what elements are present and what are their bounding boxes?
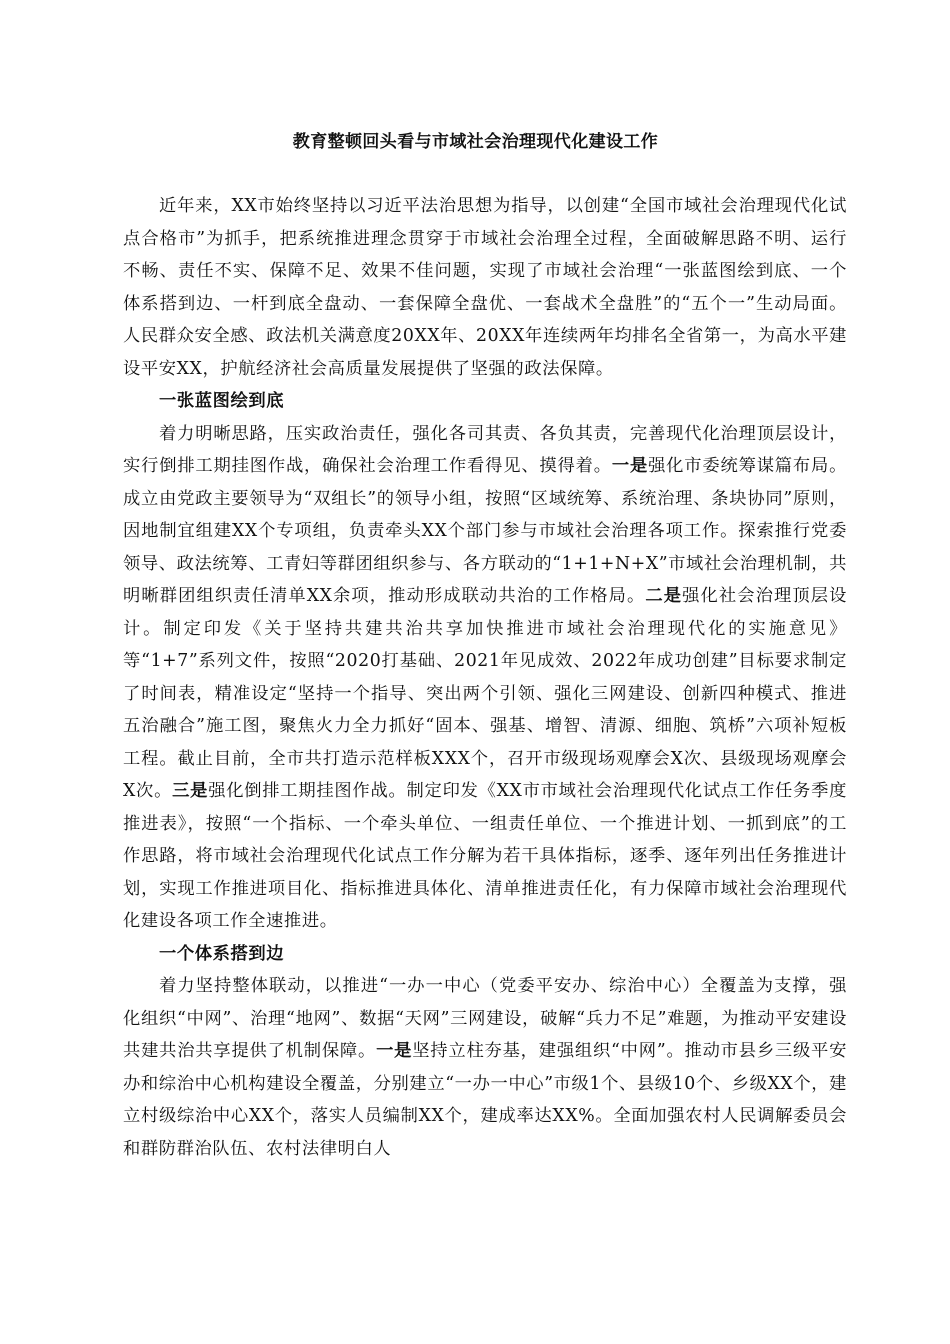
point-marker: 二是	[645, 586, 683, 606]
document-body	[123, 190, 847, 1165]
section-heading-blueprint: 一张蓝图绘到底	[159, 391, 285, 411]
paragraph-text: 坚持立柱夯基，建强组织“中网”。推动市县乡三级平安办和综治中心机构建设全覆盖，分别建立“一办一中心”市级1个、县级10个、乡级XX个，建立村级综治中心XX个，落实人员编制XX个，建成率达XX%。全面加强农村人民调解委员会和群防群治队伍、农村法律明白人	[123, 1041, 848, 1159]
paragraph-text: 强化倒排工期挂图作战。制定印发《XX市市域社会治理现代化试点工作任务季度推进表》，按照“一个指标、一个牵头单位、一组责任单位、一个推进计划、一抓到底”的工作思路，将市域社会治理现代化试点工作分解为若干具体指标，逐季、逐年列出任务推进计划，实现工作推进项目化、指标推进具体化、清单推进责任化，有力保障市域社会治理现代化建设各项工作全速推进。	[123, 781, 847, 931]
section-paragraph-blueprint	[123, 418, 847, 938]
point-marker: 一是	[376, 1041, 413, 1061]
point-marker: 一是	[611, 456, 649, 476]
intro-paragraph: 近年来，XX市始终坚持以习近平法治思想为指导，以创建“全国市域社会治理现代化试点合格市”为抓手，把系统推进理念贯穿于市域社会治理全过程，全面破解思路不明、运行不畅、责任不实、保障不足、效果不佳问题，实现了市域社会治理“一张蓝图绘到底、一个体系搭到边、一杆到底全盘动、一套保障全盘优、一套战术全盘胜”的“五个一”生动局面。人民群众安全感、政法机关满意度20XX年、20XX年连续两年均排名全省第一，为高水平建设平安XX，护航经济社会高质量发展提供了坚强的政法保障。	[123, 196, 847, 379]
document-title: 教育整顿回头看与市域社会治理现代化建设工作	[292, 132, 659, 152]
section-heading-system: 一个体系搭到边	[159, 943, 285, 964]
paragraph-text: 强化社会治理顶层设计。制定印发《关于坚持共建共治共享加快推进市域社会治理现代化的实施意见》等“1+7”系列文件，按照“2020打基础、2021年见成效、2022年成功创建”目标要求制定了时间表，精准设定“坚持一个指导、突出两个引领、强化三网建设、创新四种模式、推进五治融合”施工图，聚焦火力全力抓好“固本、强基、增智、清源、细胞、筑桥”六项补短板工程。截止目前，全市共打造示范样板XXX个，召开市级现场观摩会X次、县级现场观摩会X次。	[123, 586, 847, 801]
point-marker: 三是	[172, 781, 209, 801]
paragraph-text: 着力明晰思路，压实政治责任，强化各司其责、各负其责，完善现代化治理顶层设计，实行倒排工期挂图作战，确保社会治理工作看得见、摸得着。	[123, 423, 847, 476]
paragraph-text: 强化市委统筹谋篇布局。成立由党政主要领导为“双组长”的领导小组，按照“区域统筹、系统治理、条块协同”原则，因地制宜组建XX个专项组，负责牵头XX个部门参与市域社会治理各项工作。探索推行党委领导、政法统筹、工青妇等群团组织参与、各方联动的“1+1+N+X”市域社会治理机制，共明晰群团组织责任清单XX余项，推动形成联动共治的工作格局。	[123, 456, 847, 606]
section-paragraph-system	[123, 970, 847, 1165]
paragraph-text: 着力坚持整体联动，以推进“一办一中心（党委平安办、综治中心）全覆盖为支撑，强化组织“中网”、治理“地网”、数据“天网”三网建设，破解“兵力不足”难题，为推动平安建设共建共治共享提供了机制保障。	[123, 976, 847, 1061]
